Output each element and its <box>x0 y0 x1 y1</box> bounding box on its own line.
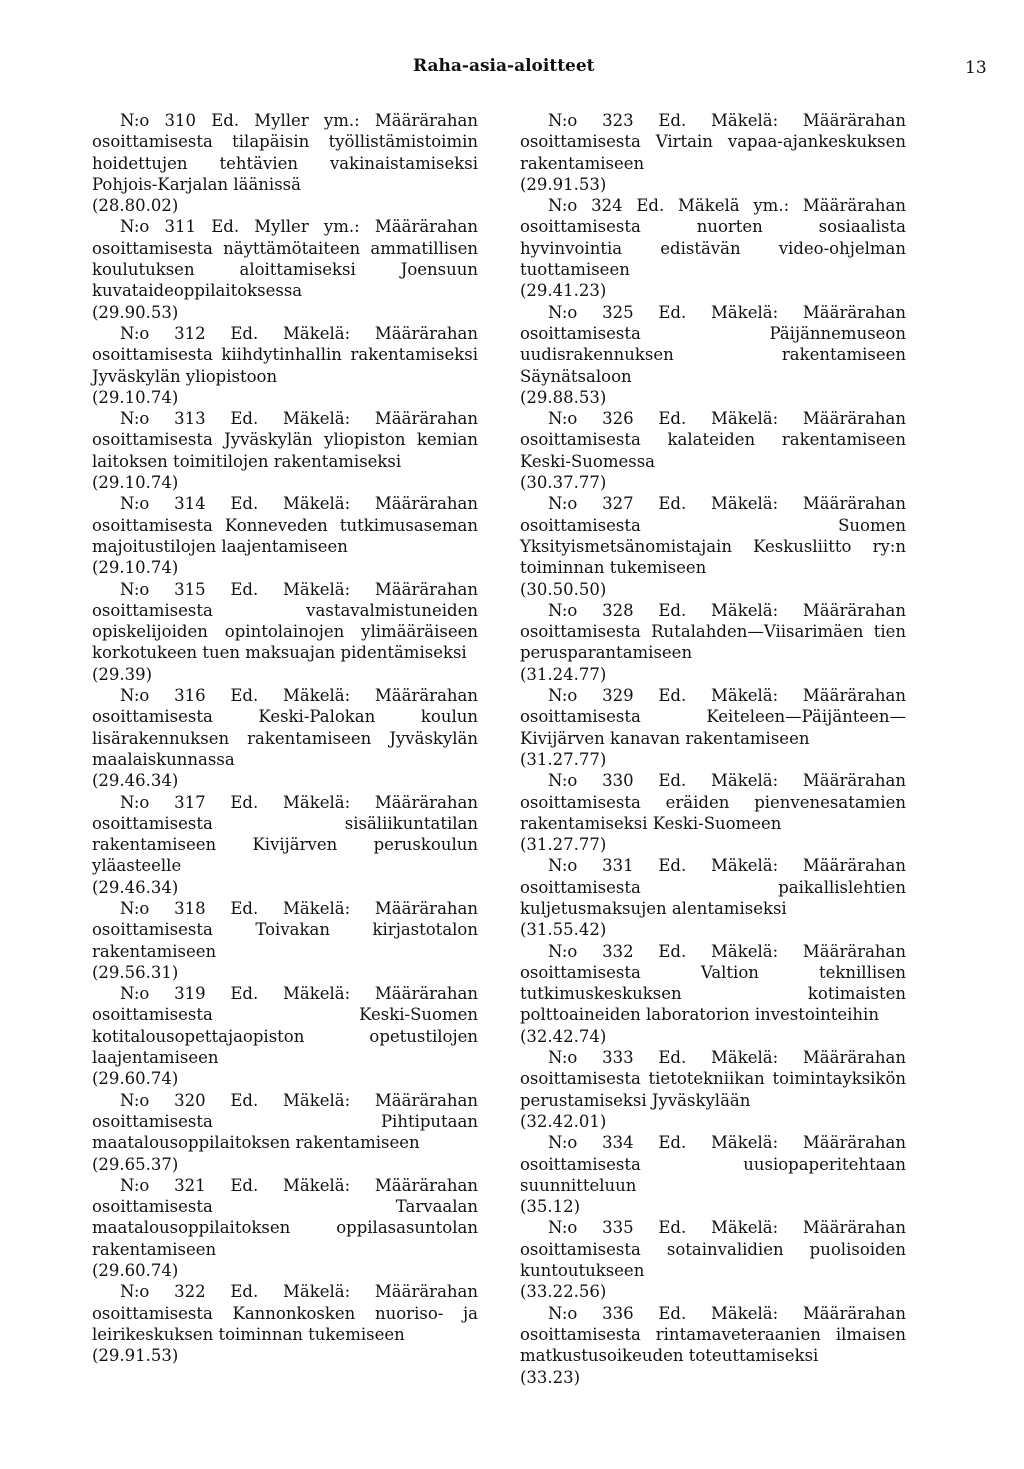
motion-text: N:o 318 Ed. Mäkelä: Määrärahan osoittamisesta Toivakan kirjastotalon rakentamiseen <box>92 898 478 961</box>
budget-code: (31.55.42) <box>520 920 607 940</box>
motion-text: N:o 317 Ed. Mäkelä: Määrärahan osoittamisesta sisäliikuntatilan rakentamiseen Kivijärven peruskoulun yläasteelle <box>92 792 478 876</box>
left-column <box>92 110 478 1367</box>
motion-text: N:o 320 Ed. Mäkelä: Määrärahan osoittamisesta Pihtiputaan maatalousoppilaitoksen rakentamiseen <box>92 1090 478 1153</box>
motion-text: N:o 323 Ed. Mäkelä: Määrärahan osoittamisesta Virtain vapaa-ajankeskuksen rakentamiseen <box>520 111 906 173</box>
budget-code: (29.39) <box>92 664 153 684</box>
motion-entry <box>520 493 906 599</box>
motion-text: N:o 333 Ed. Mäkelä: Määrärahan osoittamisesta tietotekniikan toimintayksikön perustamiseksi Jyväskylään <box>520 1048 906 1110</box>
motion-text: N:o 336 Ed. Mäkelä: Määrärahan osoittamisesta rintamaveteraanien ilmaisen matkustusoikeuden toteuttamiseksi <box>520 1303 906 1366</box>
motion-text: N:o 312 Ed. Mäkelä: Määrärahan osoittamisesta kiihdytinhallin rakentamiseksi Jyväskylän yliopistoon <box>92 323 478 386</box>
motion-entry <box>520 770 906 855</box>
right-column <box>520 110 906 1388</box>
motion-entry <box>520 600 906 685</box>
motion-entry <box>92 898 478 983</box>
motion-text: N:o 311 Ed. Myller ym.: Määrärahan osoittamisesta näyttämötaiteen ammatillisen koulutuksen aloittamiseksi Joensuun kuvataideoppilaitoksessa <box>92 217 478 301</box>
motion-text: N:o 319 Ed. Mäkelä: Määrärahan osoittamisesta Keski-Suomen kotitalousopettajaopiston opetustilojen laajentamiseen <box>92 984 478 1068</box>
motion-text: N:o 321 Ed. Mäkelä: Määrärahan osoittamisesta Tarvaalan maatalousoppilaitoksen oppilasasuntolan rakentamiseen <box>92 1175 478 1259</box>
motion-entry <box>92 408 478 493</box>
motion-text: N:o 315 Ed. Mäkelä: Määrärahan osoittamisesta vastavalmistuneiden opiskelijoiden opintolainojen ylimääräiseen korkotukeen tuen maksuajan pidentämiseksi <box>92 579 478 663</box>
motion-text: N:o 330 Ed. Mäkelä: Määrärahan osoittamisesta eräiden pienvenesatamien rakentamiseksi Keski-Suomeen <box>520 771 906 833</box>
motion-text: N:o 322 Ed. Mäkelä: Määrärahan osoittamisesta Kannonkosken nuoriso- ja leirikeskuksen toiminnan tukemiseen <box>92 1282 478 1344</box>
motion-entry <box>92 1175 478 1281</box>
budget-code: (30.50.50) <box>520 579 607 599</box>
budget-code: (29.10.74) <box>92 387 179 407</box>
budget-code: (31.27.77) <box>520 835 607 855</box>
motion-entry <box>92 1281 478 1366</box>
motion-entry <box>520 302 906 408</box>
budget-code: (29.10.74) <box>92 473 179 493</box>
motion-text: N:o 327 Ed. Mäkelä: Määrärahan osoittamisesta Suomen Yksityismetsänomistajain Keskusliitto ry:n toiminnan tukemiseen <box>520 494 906 578</box>
budget-code: (32.42.74) <box>520 1026 607 1046</box>
motion-entry <box>92 493 478 578</box>
motion-entry <box>92 216 478 322</box>
motion-entry <box>92 792 478 898</box>
motion-text: N:o 310 Ed. Myller ym.: Määrärahan osoittamisesta tilapäisin työllistämistoimin hoidettujen tehtävien vakinaistamiseksi Pohjois-Karjalan läänissä <box>92 111 478 194</box>
running-title: Raha-asia-aloitteet <box>413 56 595 76</box>
budget-code: (29.88.53) <box>520 387 607 407</box>
budget-code: (31.27.77) <box>520 749 607 769</box>
motion-entry <box>92 323 478 408</box>
motion-text: N:o 334 Ed. Mäkelä: Määrärahan osoittamisesta uusiopaperitehtaan suunnitteluun <box>520 1133 906 1195</box>
motion-entry <box>520 195 906 301</box>
budget-code: (29.56.31) <box>92 962 179 982</box>
motion-text: N:o 328 Ed. Mäkelä: Määrärahan osoittamisesta Rutalahden—Viisarimäen tien perusparantamiseen <box>520 600 906 663</box>
motion-text: N:o 332 Ed. Mäkelä: Määrärahan osoittamisesta Valtion teknillisen tutkimuskeskuksen kotimaisten polttoaineiden laboratorion investointeihin <box>520 941 906 1025</box>
page-header <box>0 56 1024 82</box>
motion-text: N:o 316 Ed. Mäkelä: Määrärahan osoittamisesta Keski-Palokan koulun lisärakennuksen rakentamiseen Jyväskylän maalaiskunnassa <box>92 686 478 769</box>
motion-entry <box>92 1090 478 1175</box>
motion-entry <box>520 855 906 940</box>
budget-code: (30.37.77) <box>520 473 607 493</box>
budget-code: (29.10.74) <box>92 558 179 578</box>
motion-entry <box>92 579 478 685</box>
motion-entry <box>520 110 906 195</box>
motion-entry <box>520 408 906 493</box>
budget-code: (28.80.02) <box>92 196 179 216</box>
budget-code: (33.23) <box>520 1367 581 1387</box>
motion-entry <box>92 110 478 216</box>
motion-text: N:o 335 Ed. Mäkelä: Määrärahan osoittamisesta sotainvalidien puolisoiden kuntoutukseen <box>520 1218 906 1281</box>
budget-code: (29.46.34) <box>92 771 179 791</box>
budget-code: (29.91.53) <box>92 1346 179 1366</box>
page-number: 13 <box>965 58 987 78</box>
budget-code: (29.60.74) <box>92 1069 179 1089</box>
motion-text: N:o 324 Ed. Mäkelä ym.: Määrärahan osoittamisesta nuorten sosiaalista hyvinvointia edistävän video-ohjelman tuottamiseen <box>520 196 906 280</box>
budget-code: (29.46.34) <box>92 877 179 897</box>
motion-entry <box>520 1047 906 1132</box>
budget-code: (29.65.37) <box>92 1154 179 1174</box>
motion-entry <box>92 685 478 791</box>
motion-entry <box>520 685 906 770</box>
motion-text: N:o 326 Ed. Mäkelä: Määrärahan osoittamisesta kalateiden rakentamiseen Keski-Suomessa <box>520 409 906 471</box>
budget-code: (29.90.53) <box>92 302 179 322</box>
budget-code: (35.12) <box>520 1197 581 1217</box>
budget-code: (29.91.53) <box>520 174 607 194</box>
motion-entry <box>520 1132 906 1217</box>
motion-text: N:o 325 Ed. Mäkelä: Määrärahan osoittamisesta Päijännemuseon uudisrakennuksen rakentamiseen Säynätsaloon <box>520 302 906 386</box>
budget-code: (29.60.74) <box>92 1261 179 1281</box>
motion-text: N:o 329 Ed. Mäkelä: Määrärahan osoittamisesta Keiteleen—Päijänteen—Kivijärven kanavan rakentamiseen <box>520 686 906 748</box>
budget-code: (29.41.23) <box>520 281 607 301</box>
motion-text: N:o 313 Ed. Mäkelä: Määrärahan osoittamisesta Jyväskylän yliopiston kemian laitoksen toimitilojen rakentamiseksi <box>92 409 478 471</box>
motion-entry <box>520 1217 906 1302</box>
motion-entry <box>520 1303 906 1388</box>
budget-code: (31.24.77) <box>520 664 607 684</box>
motion-text: N:o 331 Ed. Mäkelä: Määrärahan osoittamisesta paikallislehtien kuljetusmaksujen alentamiseksi <box>520 856 906 918</box>
motion-entry <box>520 941 906 1047</box>
budget-code: (32.42.01) <box>520 1111 607 1131</box>
motion-entry <box>92 983 478 1089</box>
motion-text: N:o 314 Ed. Mäkelä: Määrärahan osoittamisesta Konneveden tutkimusaseman majoitustilojen laajentamiseen <box>92 494 478 556</box>
budget-code: (33.22.56) <box>520 1282 607 1302</box>
